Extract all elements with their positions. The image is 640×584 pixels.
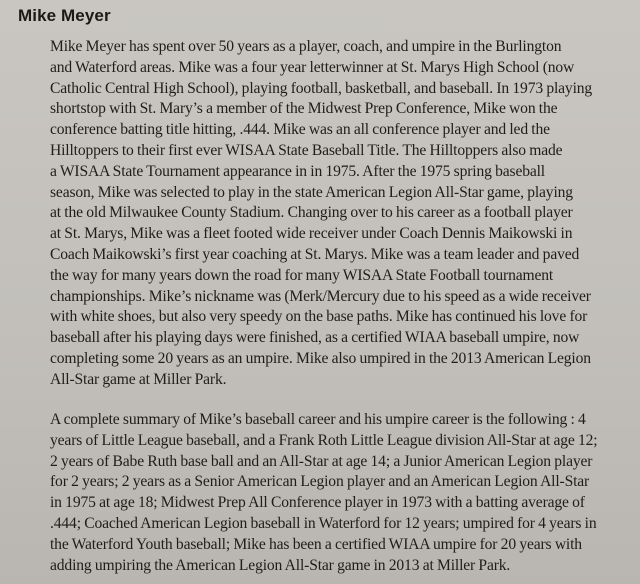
text-line: baseball after his playing days were finished, as a certified WIAA baseball umpire, now: [50, 329, 580, 347]
text-line: in 1975 at age 18; Midwest Prep All Conference player in 1973 with a batting average of: [50, 494, 585, 512]
text-line: Coach Maikowski’s first year coaching at St. Marys. Mike was a team leader and paved: [50, 245, 580, 263]
text-line: years of Little League baseball, and a Frank Roth Little League division All-Star at age 12;: [50, 431, 598, 449]
text-line: the Waterford Youth baseball; Mike has been a certified WIAA umpire for 20 years with: [50, 535, 582, 553]
text-line: championships. Mike’s nickname was (Merk/Mercury due to his speed as a wide receiver: [50, 287, 591, 305]
text-line: .444; Coached American Legion baseball in Waterford for 12 years; umpired for 4 years in: [50, 514, 597, 532]
text-line: Catholic Central High School), playing football, basketball, and baseball. In 1973 playing: [50, 79, 593, 97]
text-line: at the old Milwaukee County Stadium. Changing over to his career as a football player: [50, 204, 573, 222]
text-line: conference batting title hitting, .444. Mike was an all conference player and led the: [50, 121, 550, 139]
text-line: 2 years of Babe Ruth base ball and an All-Star at age 14; a Junior American Legion player: [50, 452, 593, 470]
text-line: for 2 years; 2 years as a Senior American Legion player and an American Legion All-Star: [50, 473, 590, 491]
text-line: the way for many years down the road for many WISAA State Football tournament: [50, 266, 554, 284]
biography-paragraph: [50, 37, 628, 391]
text-line: Mike Meyer has spent over 50 years as a player, coach, and umpire in the Burlington: [50, 38, 562, 55]
text-line: and Waterford areas. Mike was a four year letterwinner at St. Marys High School (now: [50, 58, 575, 76]
text-line: completing some 20 years as an umpire. Mike also umpired in the 2013 American Legion: [50, 349, 591, 367]
text-line: a WISAA State Tournament appearance in in 1975. After the 1975 spring baseball: [50, 162, 545, 180]
text-line: A complete summary of Mike’s baseball career and his umpire career is the following : 4: [50, 411, 586, 428]
text-line: season, Mike was selected to play in the state American Legion All-Star game, playing: [50, 183, 573, 201]
text-line: All-Star game at Miller Park.: [50, 370, 227, 388]
text-line: shortstop with St. Mary’s a member of the Midwest Prep Conference, Mike won the: [50, 100, 558, 118]
text-line: with white shoes, but also very speedy on the base paths. Mike has continued his love for: [50, 308, 588, 326]
text-line: at St. Marys, Mike was a fleet footed wide receiver under Coach Dennis Maikowski in: [50, 225, 573, 243]
page-title: Mike Meyer: [18, 6, 111, 25]
text-line: Hilltoppers to their first ever WISAA State Baseball Title. The Hilltoppers also made: [50, 141, 563, 159]
text-line: adding umpiring the American Legion All-Star game in 2013 at Miller Park.: [50, 556, 511, 574]
career-summary-paragraph: [50, 410, 628, 576]
